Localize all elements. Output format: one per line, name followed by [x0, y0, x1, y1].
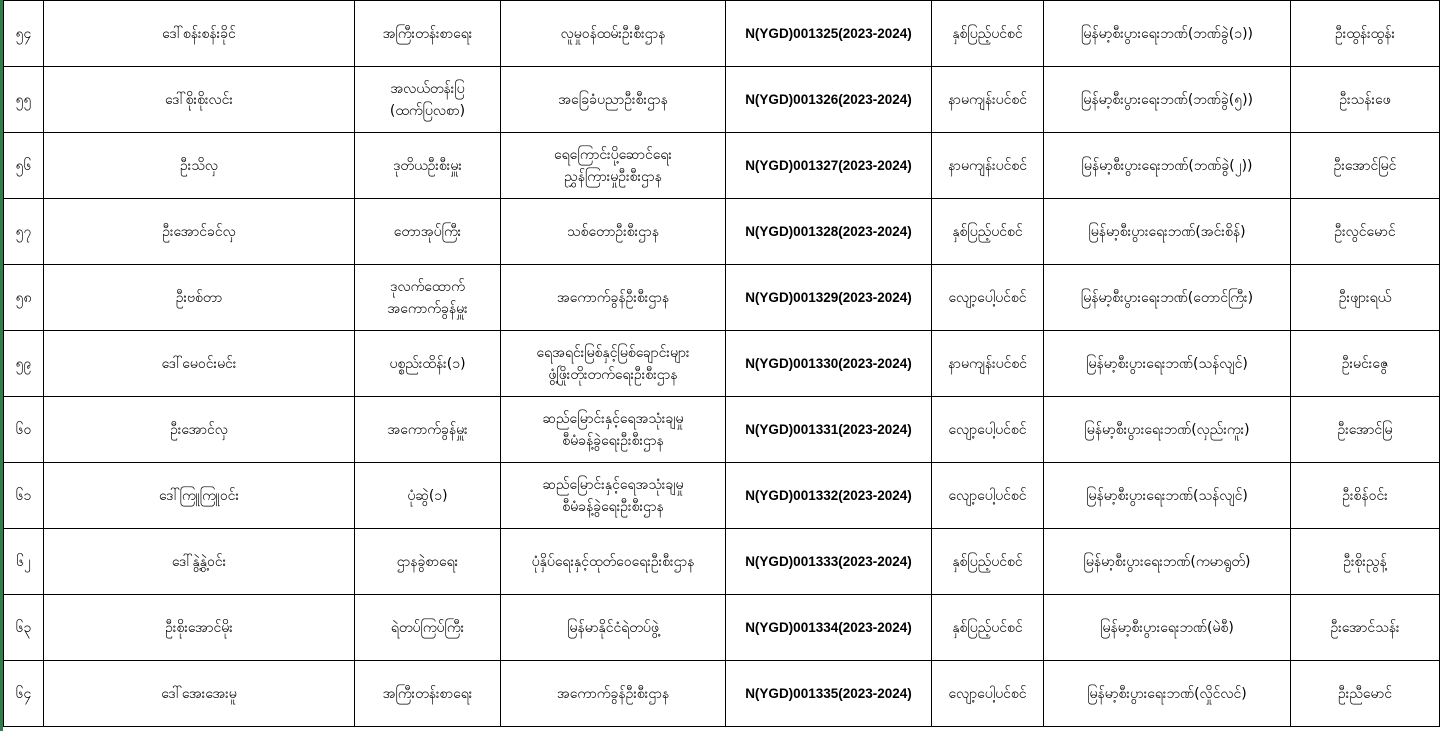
name-cell[interactable]: ဒေါ်အေးအေးမူ: [44, 661, 355, 727]
rank-cell-line: အကောက်ခွန်မှူး: [387, 300, 468, 317]
heir-name-cell[interactable]: ဦးဖျားရယ်: [1291, 265, 1440, 331]
pension-type-cell[interactable]: နာမကျန်းပင်စင်: [932, 67, 1044, 133]
pension-type-cell[interactable]: နှစ်ပြည့်ပင်စင်: [932, 529, 1044, 595]
pension-type-cell[interactable]: လျော့ပေါ့ပင်စင်: [932, 397, 1044, 463]
department-cell[interactable]: [501, 595, 726, 661]
table-row: [4, 1, 1440, 67]
department-cell-line: စီမံခန့်ခွဲရေးဦးစီးဌာန: [562, 498, 664, 515]
pension-type-cell[interactable]: လျော့ပေါ့ပင်စင်: [932, 661, 1044, 727]
department-cell-line: ရေအရင်းမြစ်နှင့်မြစ်ချောင်းများ: [536, 344, 690, 361]
heir-name-cell[interactable]: ဦးသန်းဖေ: [1291, 67, 1440, 133]
rank-cell[interactable]: [355, 331, 501, 397]
rank-cell-line: ရဲတပ်ကြပ်ကြီး: [390, 619, 465, 636]
pension-code-cell[interactable]: N(YGD)001325(2023-2024): [726, 1, 932, 67]
name-cell[interactable]: ဦးသိလှ: [44, 133, 355, 199]
bank-branch-cell[interactable]: မြန်မာ့စီးပွားရေးဘဏ်(အင်းစိန်): [1044, 199, 1291, 265]
heir-name-cell[interactable]: ဦးထွန်းထွန်း: [1291, 1, 1440, 67]
name-cell[interactable]: ဦးဗစ်တာ: [44, 265, 355, 331]
department-cell-line: ဖွံ့ဖြိုးတိုးတက်ရေးဦးစီးဌာန: [548, 366, 678, 383]
bank-branch-cell[interactable]: မြန်မာ့စီးပွားရေးဘဏ်(ဘဏ်ခွဲ(၅)): [1044, 67, 1291, 133]
table-row: [4, 397, 1440, 463]
heir-name-cell[interactable]: ဦးအောင်သန်း: [1291, 595, 1440, 661]
department-cell[interactable]: [501, 529, 726, 595]
name-cell[interactable]: ဒေါ်စိုးစိုးလင်း: [44, 67, 355, 133]
department-cell[interactable]: [501, 133, 726, 199]
rank-cell-line: ပုံဆွဲ(၁): [407, 487, 448, 504]
table-row: [4, 529, 1440, 595]
department-cell-line: ဆည်မြောင်းနှင့်ရေအသုံးချမှု: [542, 476, 684, 493]
rank-cell-line: (ထက်ပြလစာ): [389, 102, 466, 119]
rank-cell[interactable]: [355, 265, 501, 331]
rank-cell[interactable]: [355, 463, 501, 529]
rank-cell[interactable]: [355, 595, 501, 661]
row-number-cell[interactable]: ၅၈: [4, 265, 44, 331]
bank-branch-cell[interactable]: မြန်မာ့စီးပွားရေးဘဏ်(တောင်ကြီး): [1044, 265, 1291, 331]
row-number-cell[interactable]: ၅၅: [4, 67, 44, 133]
row-number-cell[interactable]: ၆၄: [4, 661, 44, 727]
pension-type-cell[interactable]: လျော့ပေါ့ပင်စင်: [932, 265, 1044, 331]
rank-cell[interactable]: [355, 67, 501, 133]
pension-code-cell[interactable]: N(YGD)001327(2023-2024): [726, 133, 932, 199]
name-cell[interactable]: ဦးစိုးအောင်မိုး: [44, 595, 355, 661]
bank-branch-cell[interactable]: မြန်မာ့စီးပွားရေးဘဏ်(ကမာရွတ်): [1044, 529, 1291, 595]
department-cell-line: ပုံနှိပ်ရေးနှင့်ထုတ်ဝေရေးဦးစီးဌာန: [531, 553, 695, 570]
bank-branch-cell[interactable]: မြန်မာ့စီးပွားရေးဘဏ်(သန်လျင်): [1044, 463, 1291, 529]
rank-cell-line: အလယ်တန်းပြ: [390, 80, 465, 97]
rank-cell-line: အကြီးတန်းစာရေး: [382, 685, 473, 702]
row-number-cell[interactable]: ၅၆: [4, 133, 44, 199]
pension-type-cell[interactable]: နှစ်ပြည့်ပင်စင်: [932, 1, 1044, 67]
pension-code-cell[interactable]: N(YGD)001326(2023-2024): [726, 67, 932, 133]
pension-type-cell[interactable]: နာမကျန်းပင်စင်: [932, 331, 1044, 397]
rank-cell-line: ပစ္စည်းထိန်း(၁): [389, 355, 466, 372]
rank-cell-line: ဌာနခွဲစာရေး: [396, 553, 459, 570]
rank-cell[interactable]: [355, 1, 501, 67]
bank-branch-cell[interactable]: မြန်မာ့စီးပွားရေးဘဏ်(လှည်းကူး): [1044, 397, 1291, 463]
row-number-cell[interactable]: ၅၇: [4, 199, 44, 265]
bank-branch-cell[interactable]: မြန်မာ့စီးပွားရေးဘဏ်(လှိုင်လင်): [1044, 661, 1291, 727]
table-row: [4, 595, 1440, 661]
pension-table: [3, 0, 1440, 727]
department-cell-line: ရေကြောင်းပို့ဆောင်ရေး: [554, 146, 672, 163]
pension-code-cell[interactable]: N(YGD)001330(2023-2024): [726, 331, 932, 397]
pension-code-cell[interactable]: N(YGD)001332(2023-2024): [726, 463, 932, 529]
department-cell[interactable]: [501, 265, 726, 331]
heir-name-cell[interactable]: ဦးအောင်မြင်: [1291, 133, 1440, 199]
pension-code-cell[interactable]: N(YGD)001334(2023-2024): [726, 595, 932, 661]
department-cell[interactable]: [501, 397, 726, 463]
row-number-cell[interactable]: ၆၂: [4, 529, 44, 595]
name-cell[interactable]: ဦးအောင်ခင်လှ: [44, 199, 355, 265]
row-number-cell[interactable]: ၆၃: [4, 595, 44, 661]
rank-cell[interactable]: [355, 397, 501, 463]
heir-name-cell[interactable]: ဦးလွင်မောင်: [1291, 199, 1440, 265]
name-cell[interactable]: ဒေါ်မေဝင်းမင်း: [44, 331, 355, 397]
table-body: [4, 1, 1440, 727]
rank-cell[interactable]: [355, 199, 501, 265]
rank-cell[interactable]: [355, 133, 501, 199]
name-cell[interactable]: ဒေါ်စန်းစန်းခိုင်: [44, 1, 355, 67]
pension-code-cell[interactable]: N(YGD)001333(2023-2024): [726, 529, 932, 595]
pension-code-cell[interactable]: N(YGD)001335(2023-2024): [726, 661, 932, 727]
pension-type-cell[interactable]: လျော့ပေါ့ပင်စင်: [932, 463, 1044, 529]
department-cell[interactable]: [501, 67, 726, 133]
row-number-cell[interactable]: ၆၁: [4, 463, 44, 529]
bank-branch-cell[interactable]: မြန်မာ့စီးပွားရေးဘဏ်(ဘဏ်ခွဲ(၂)): [1044, 133, 1291, 199]
table-row: [4, 67, 1440, 133]
department-cell-line: အခြေခံပညာဦးစီးဌာန: [558, 91, 668, 108]
department-cell-line: သစ်တောဦးစီးဌာန: [567, 223, 659, 240]
heir-name-cell[interactable]: ဦးစိန်ဝင်း: [1291, 463, 1440, 529]
row-number-cell[interactable]: ၆၀: [4, 397, 44, 463]
pension-type-cell[interactable]: နှစ်ပြည့်ပင်စင်: [932, 199, 1044, 265]
table-row: [4, 661, 1440, 727]
rank-cell[interactable]: [355, 529, 501, 595]
department-cell-line: စီမံခန့်ခွဲရေးဦးစီးဌာန: [562, 432, 664, 449]
pension-code-cell[interactable]: N(YGD)001331(2023-2024): [726, 397, 932, 463]
pension-code-cell[interactable]: N(YGD)001329(2023-2024): [726, 265, 932, 331]
pension-type-cell[interactable]: နှစ်ပြည့်ပင်စင်: [932, 595, 1044, 661]
rank-cell[interactable]: [355, 661, 501, 727]
row-number-cell[interactable]: ၅၄: [4, 1, 44, 67]
bank-branch-cell[interactable]: မြန်မာ့စီးပွားရေးဘဏ်(သန်လျင်): [1044, 331, 1291, 397]
department-cell[interactable]: [501, 331, 726, 397]
table-row: [4, 199, 1440, 265]
name-cell[interactable]: ဒေါ်ကြူကြူဝင်း: [44, 463, 355, 529]
department-cell[interactable]: [501, 661, 726, 727]
table-row: [4, 463, 1440, 529]
table-row: [4, 265, 1440, 331]
rank-cell-line: ဒုလက်ထောက်: [390, 278, 465, 295]
name-cell[interactable]: ဒေါ်နွဲ့နွဲ့ဝင်း: [44, 529, 355, 595]
row-number-cell[interactable]: ၅၉: [4, 331, 44, 397]
department-cell-line: လူမှုဝန်ထမ်းဦးစီးဌာန: [560, 25, 666, 42]
table-row: [4, 133, 1440, 199]
department-cell-line: မြန်မာနိုင်ငံရဲတပ်ဖွဲ့: [567, 619, 659, 636]
bank-branch-cell[interactable]: မြန်မာ့စီးပွားရေးဘဏ်(မဲစီ): [1044, 595, 1291, 661]
department-cell[interactable]: [501, 199, 726, 265]
table-row: [4, 331, 1440, 397]
rank-cell-line: ဒုတိယဦးစီးမှူး: [393, 157, 462, 174]
pension-code-cell[interactable]: N(YGD)001328(2023-2024): [726, 199, 932, 265]
heir-name-cell[interactable]: ဦးအောင်မြ: [1291, 397, 1440, 463]
rank-cell-line: အကြီးတန်းစာရေး: [382, 25, 473, 42]
heir-name-cell[interactable]: ဦးစိုးညွန့်: [1291, 529, 1440, 595]
heir-name-cell[interactable]: ဦးမင်းဇွေ: [1291, 331, 1440, 397]
department-cell-line: အကောက်ခွန်ဦးစီးဌာန: [556, 685, 670, 702]
pension-type-cell[interactable]: နာမကျန်းပင်စင်: [932, 133, 1044, 199]
department-cell-line: ဆည်မြောင်းနှင့်ရေအသုံးချမှု: [542, 410, 684, 427]
rank-cell-line: တောအုပ်ကြီး: [393, 223, 462, 240]
department-cell-line: ညွှန်ကြားမှုဦးစီးဌာန: [564, 168, 662, 185]
rank-cell-line: အကောက်ခွန်မှူး: [387, 421, 468, 438]
name-cell[interactable]: ဦးအောင်လှ: [44, 397, 355, 463]
heir-name-cell[interactable]: ဦးညီမောင်: [1291, 661, 1440, 727]
department-cell[interactable]: [501, 463, 726, 529]
department-cell[interactable]: [501, 1, 726, 67]
department-cell-line: အကောက်ခွန်ဦးစီးဌာန: [556, 289, 670, 306]
bank-branch-cell[interactable]: မြန်မာ့စီးပွားရေးဘဏ်(ဘဏ်ခွဲ(၁)): [1044, 1, 1291, 67]
